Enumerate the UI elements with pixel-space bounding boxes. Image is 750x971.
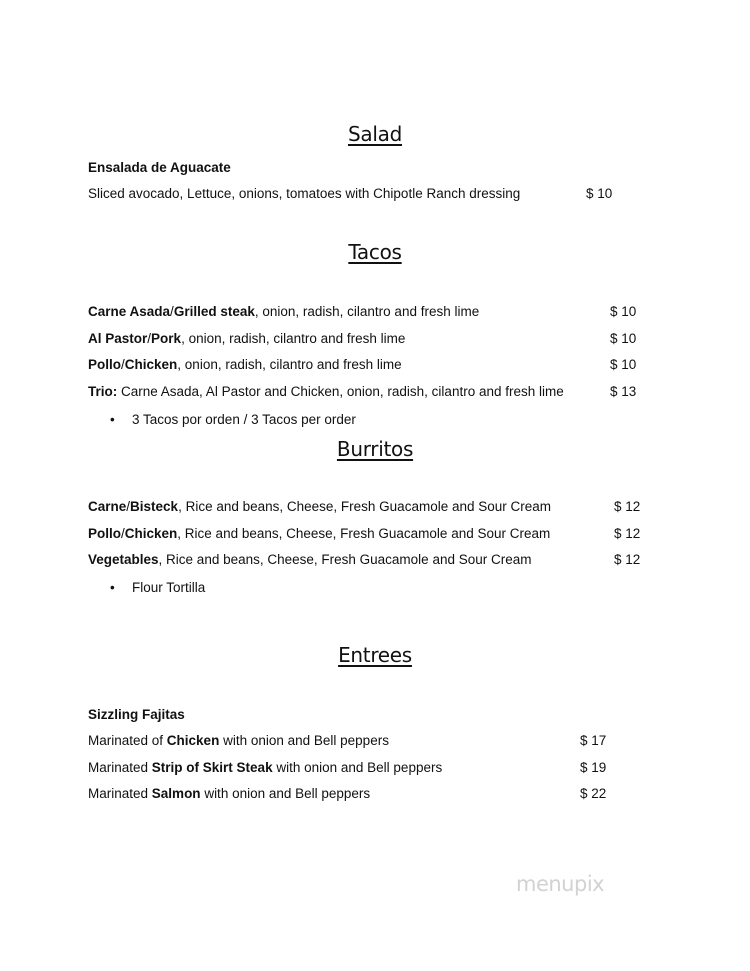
entrees-heading: Entrees [338,643,412,667]
item-name: Chicken [166,733,220,748]
item-price: $ 17 [580,733,607,748]
item-name: Vegetables [88,552,159,567]
item-name-alt: Bisteck [130,499,179,514]
item-price: $ 12 [614,552,641,567]
item-desc: , Rice and beans, Cheese, Fresh Guacamole and Sour Cream [178,499,552,514]
menu-item [88,331,405,346]
item-desc: , Rice and beans, Cheese, Fresh Guacamole and Sour Cream [158,552,532,567]
menu-item [88,499,551,514]
item-desc: , Rice and beans, Cheese, Fresh Guacamole and Sour Cream [177,526,551,541]
item-name-alt: Chicken [124,526,178,541]
salad-item-desc: Sliced avocado, Lettuce, onions, tomatoes with Chipotle Ranch dressing [88,186,521,201]
item-price: $ 19 [580,760,607,775]
item-price: $ 12 [614,499,641,514]
item-sep: / [126,499,131,514]
item-price: $ 22 [580,786,607,801]
item-desc: with onion and Bell peppers [200,786,371,801]
item-sep: / [121,526,125,541]
item-desc: Carne Asada, Al Pastor and Chicken, onion, radish, cilantro and fresh lime [117,384,564,399]
item-desc: , onion, radish, cilantro and fresh lime [254,304,480,319]
menu-item [88,357,402,372]
item-desc: with onion and Bell peppers [219,733,389,748]
item-name: Pollo [88,526,121,541]
item-desc-pre: Marinated [88,786,152,801]
item-name-alt: Grilled steak [173,304,255,319]
item-sep: / [147,331,152,346]
salad-item-name: Ensalada de Aguacate [88,160,231,175]
burritos-heading: Burritos [336,437,414,461]
item-price: $ 10 [610,357,637,372]
entrees-subtitle: Sizzling Fajitas [88,707,185,722]
tacos-heading: Tacos [348,240,402,264]
item-price: $ 13 [610,384,637,399]
watermark-logo: menupix [516,872,605,896]
burritos-note: • Flour Tortilla [132,580,205,595]
menu-item [88,526,550,541]
menu-item [88,733,389,748]
tacos-note: • 3 Tacos por orden / 3 Tacos per order [132,412,356,427]
item-desc: , onion, radish, cilantro and fresh lime [181,331,406,346]
salad-item-price: $ 10 [586,186,613,201]
item-name: Pollo [88,357,121,372]
item-desc-pre: Marinated of [88,733,167,748]
salad-heading: Salad [348,122,402,146]
item-name: Trio: [88,384,118,399]
menu-item [88,304,479,319]
item-name: Salmon [151,786,201,801]
menu-item [88,552,532,567]
item-name-alt: Pork [151,331,182,346]
menu-item [88,786,370,801]
item-price: $ 10 [610,304,637,319]
item-sep: / [121,357,125,372]
item-name: Al Pastor [88,331,148,346]
item-name: Carne [88,499,127,514]
item-desc: , onion, radish, cilantro and fresh lime [177,357,402,372]
menu-item [88,760,442,775]
item-name: Carne Asada [88,304,171,319]
item-desc-pre: Marinated [88,760,152,775]
item-price: $ 12 [614,526,641,541]
item-price: $ 10 [610,331,637,346]
item-name: Strip of Skirt Steak [151,760,273,775]
item-sep: / [170,304,174,319]
menu-item [88,384,564,399]
item-name-alt: Chicken [124,357,178,372]
item-desc: with onion and Bell peppers [272,760,443,775]
